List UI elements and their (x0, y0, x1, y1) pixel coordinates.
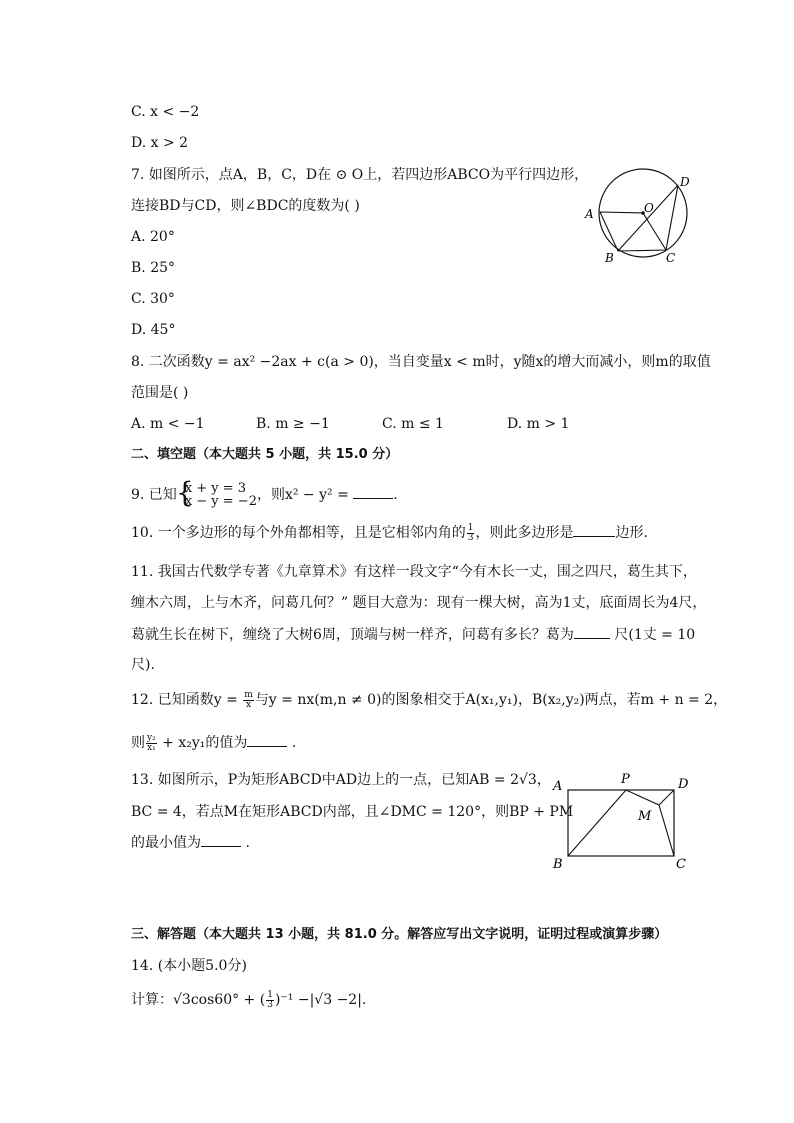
q9-equation-system (177, 482, 257, 508)
q12-line2 (131, 732, 296, 753)
q13-label-b: B (553, 857, 563, 872)
q8-options-row (131, 414, 569, 434)
q11-line4: 尺). (131, 657, 155, 673)
q10-suffix: 边形. (615, 525, 648, 541)
q8-stem-line2: 范围是( ) (131, 385, 189, 401)
q12-frac1-num: m (244, 689, 253, 700)
q10-fraction (467, 524, 475, 543)
q6-option-d: D. x > 2 (131, 135, 189, 151)
q12-frac1-den: x (246, 699, 252, 710)
q8-option-a: A. m < −1 (131, 416, 205, 432)
section-3-heading: 三、解答题（本大题共 13 小题，共 81.0 分。解答应写出文字说明，证明过程或演算步骤） (131, 927, 668, 942)
q7-stem-line1: 7. 如图所示，点A，B，C，D在 ⊙ O上，若四边形ABCO为平行四边形， (131, 167, 589, 183)
q11-answer-blank[interactable] (574, 624, 610, 639)
q12-frac2-num: y₂ (147, 732, 156, 743)
q7-label-a: A (585, 207, 594, 221)
q7-option-d: D. 45° (131, 322, 176, 338)
q13-line1: 13. 如图所示，P为矩形ABCD中AD边上的一点，已知AB = 2√3， (131, 772, 551, 788)
q14-calc-suffix: )⁻¹ −|√3 −2|. (274, 992, 367, 1008)
q10-middle: ，则此多边形是 (475, 525, 574, 541)
q11-line1: 11. 我国古代数学专著《九章算术》有这样一段文字“今有木长一丈，围之四尺，葛生其下， (131, 564, 697, 580)
q13-line3-end: . (241, 835, 250, 851)
q12-line1 (131, 690, 727, 710)
q10-frac-num: 1 (467, 522, 474, 533)
q12-line2-end: . (287, 735, 297, 751)
q7-option-b: B. 25° (131, 260, 176, 276)
q14-fraction (266, 991, 274, 1010)
q7-stem-line2: 连接BD与CD，则∠BDC的度数为( ) (131, 198, 360, 214)
q12-frac2-den: x₁ (147, 742, 156, 753)
q12-answer-blank[interactable] (247, 732, 287, 747)
q13-answer-blank[interactable] (201, 832, 241, 847)
q9-eq1: { x + y = 3 (184, 481, 247, 496)
q14-frac-den: 3 (267, 999, 273, 1010)
q13-label-p: P (621, 772, 630, 787)
q13-label-a: A (553, 779, 563, 794)
q12-middle: 与y = nx(m,n ≠ 0)的图象相交于A(x₁,y₁)，B(x₂,y₂)两点，若m + n = 2， (254, 692, 728, 708)
q10-frac-den: 3 (467, 532, 474, 543)
q7-label-o: O (644, 201, 654, 215)
q8-stem-line1: 8. 二次函数y = ax² −2ax + c(a > 0)，当自变量x < m时，y随x的增大而减小，则m的取值 (131, 354, 711, 370)
q7-label-c: C (666, 251, 676, 265)
q7-label-b: B (605, 251, 614, 265)
section-2-heading: 二、填空题（本大题共 5 小题，共 15.0 分） (131, 447, 399, 462)
q7-circle-figure (580, 165, 695, 265)
q12-prefix: 12. 已知函数y = (131, 692, 243, 708)
q9-answer-blank[interactable] (353, 484, 393, 499)
q11-line3 (131, 624, 695, 645)
q8-option-d: D. m > 1 (507, 416, 570, 432)
q14-calc-prefix: 计算：√3cos60° + ( (131, 992, 266, 1008)
q14-header: 14. (本小题5.0分) (131, 958, 247, 974)
q14-expression (131, 990, 366, 1010)
q12-fraction-y2-x1 (146, 734, 157, 753)
q9-end: . (393, 487, 398, 503)
q9-line (131, 482, 398, 508)
q10-prefix: 10. 一个多边形的每个外角都相等，且是它相邻内角的 (131, 525, 466, 541)
q8-option-b: B. m ≥ −1 (256, 416, 330, 432)
q13-line3-text: 的最小值为 (131, 835, 201, 851)
q13-label-m: M (638, 809, 652, 824)
q14-frac-num: 1 (267, 989, 273, 1000)
q9-eq2: x − y = −2 (184, 494, 257, 509)
q10-line (131, 522, 648, 543)
q12-line2-middle: + x₂y₁的值为 (157, 735, 248, 751)
q11-line2: 缠木六周，上与木齐，问葛几何？” 题目大意为：现有一棵大树，高为1丈，底面周长为4尺， (131, 595, 707, 611)
q13-line3 (131, 832, 250, 853)
q9-suffix: ，则x² − y² = (256, 487, 354, 503)
q13-line2: BC = 4，若点M在矩形ABCD内部，且∠DMC = 120°，则BP + PM (131, 804, 574, 820)
q7-option-c: C. 30° (131, 291, 175, 307)
q11-line3-unit: 尺(1丈 = 10 (609, 627, 696, 643)
q11-line3-text: 葛就生长在树下，缠绕了大树6周，顶端与树一样齐，问葛有多长？葛为 (131, 627, 574, 643)
q12-line2-prefix: 则 (131, 735, 145, 751)
q10-answer-blank[interactable] (573, 522, 615, 537)
q6-option-c: C. x < −2 (131, 104, 200, 120)
q7-label-d: D (680, 175, 690, 189)
q13-rectangle-figure (548, 770, 698, 875)
q8-option-c: C. m ≤ 1 (382, 416, 444, 432)
q12-fraction-m-x (243, 691, 254, 710)
q7-option-a: A. 20° (131, 229, 175, 245)
q13-label-c: C (676, 857, 686, 872)
q9-prefix: 9. 已知 (131, 487, 177, 503)
q13-label-d: D (678, 777, 689, 792)
